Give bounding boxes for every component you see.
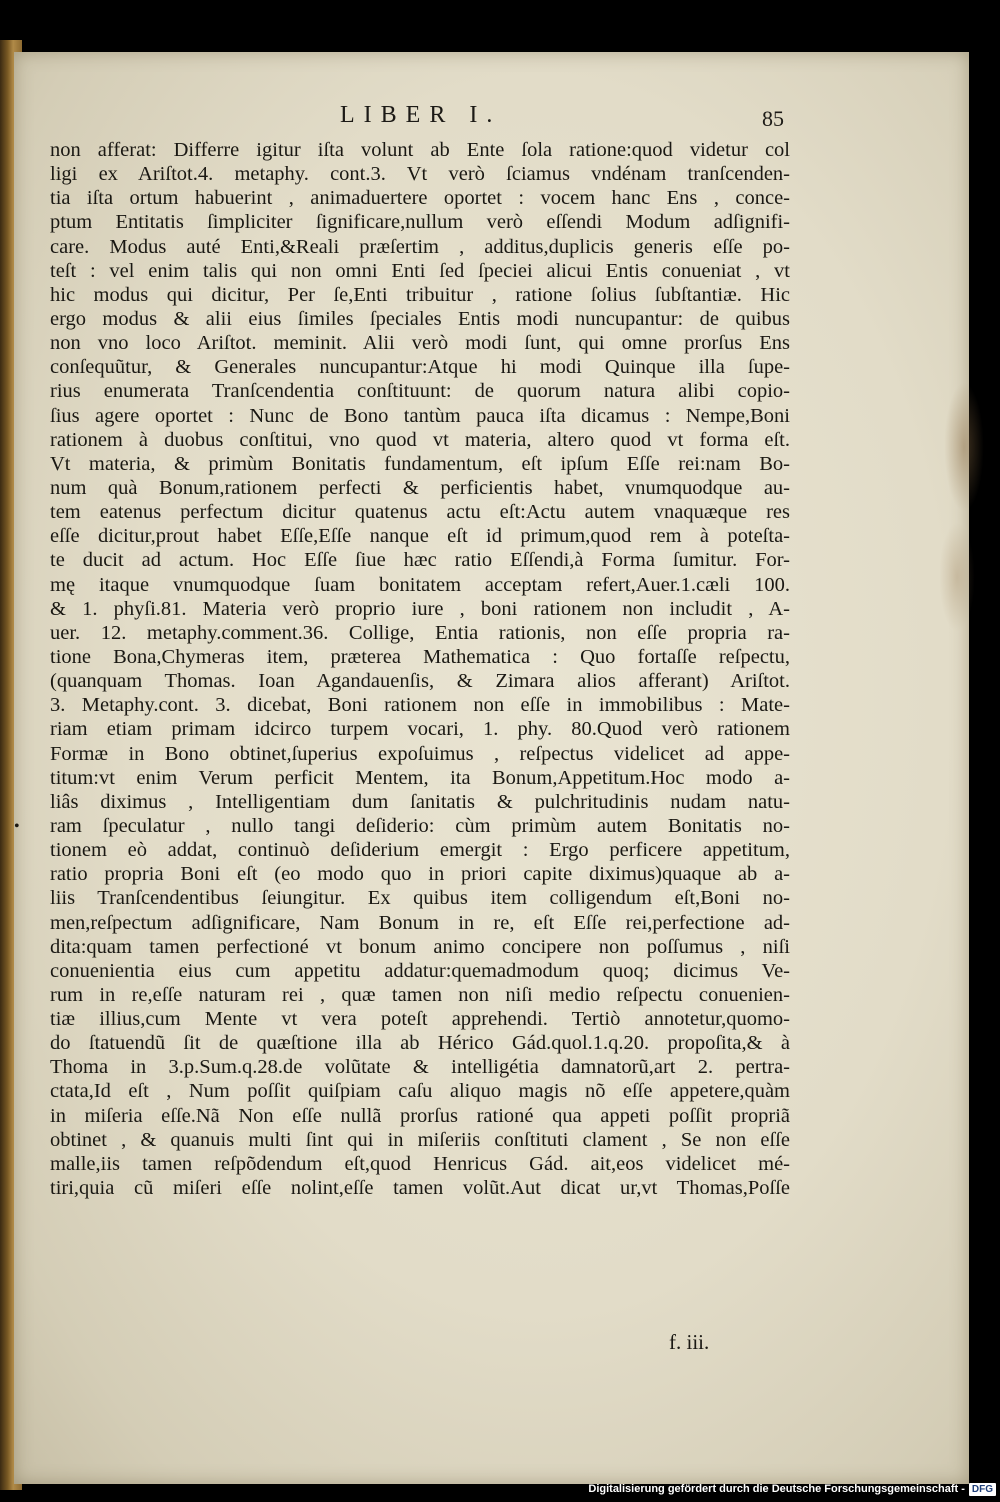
text-line: obtinet , & quanuis multi ſint qui in miſeriis conſtituti clament , Se non eſſe	[50, 1128, 790, 1151]
text-line: mę itaque vnumquodque ſuam bonitatem acceptam refert,Auer.1.cæli 100.	[50, 573, 790, 596]
text-line: num quà Bonum,rationem perfecti & perficientis habet, vnumquodque au-	[50, 476, 790, 499]
paper-stain	[944, 382, 984, 512]
text-line: non vno loco Ariſtot. meminit. Alii verò modi ſunt, qui omne prorſus Ens	[50, 332, 790, 355]
text-line: riam etiam primam idcirco turpem vocari, 1. phy. 80.Quod verò rationem	[50, 718, 790, 741]
text-line: liis Tranſcendentibus ſeiungitur. Ex quibus item colligendum eſt,Boni no-	[50, 887, 790, 910]
text-line: hic modus qui dicitur, Per ſe,Enti tribuitur , ratione ſolius ſubſtantiæ. Hic	[50, 283, 790, 306]
text-line: conſequũtur, & Generales nuncupantur:Atque hi modi Quinque illa ſupe-	[50, 356, 790, 379]
text-line: ratio propria Boni eſt (eo modo quo in priori capite diximus)quaque ab a-	[50, 863, 790, 886]
text-line: Formæ in Bono obtinet,ſuperius expoſuimus , reſpectus videlicet ad appe-	[50, 742, 790, 765]
text-line: ctata,Id eſt , Num poſſit quiſpiam caſu aliquo magis nõ eſſe appetere,quàm	[50, 1080, 790, 1103]
text-line: ptum Entitatis ſimpliciter ſignificare,nullum verò eſſendi Modum adſignifi-	[50, 211, 790, 234]
margin-mark: •	[14, 818, 20, 835]
text-line: tia iſta ortum habuerint , animaduertere oportet : vocem hanc Ens , concе-	[50, 187, 790, 210]
text-line: 3. Metaphy.cont. 3. dicebat, Boni rationem non eſſe in immobilibus : Mate-	[50, 694, 790, 717]
text-line: tione Bona,Chymeras item, præterea Mathematica : Quo fortaſſe reſpectu,	[50, 645, 790, 668]
body-text	[50, 138, 790, 1200]
page-number: 85	[762, 106, 784, 131]
text-line: liâs diximus , Intelligentiam dum ſanitatis & pulchritudinis nudam natu-	[50, 790, 790, 813]
text-line: uer. 12. metaphy.comment.36. Collige, Entia rationis, non eſſe propria ra-	[50, 621, 790, 644]
text-line: rius enumerata Tranſcendentia conſtituunt: de quorum natura alibi copio-	[50, 380, 790, 403]
text-line: ligi ex Ariſtot.4. metaphy. cont.3. Vt verò ſciamus vndénam tranſcenden-	[50, 163, 790, 186]
page-header	[0, 102, 1000, 136]
dfg-logo: DFG	[969, 1483, 996, 1496]
credit-text: Digitalisierung gefördert durch die Deutsche Forschungsgemeinschaft -	[588, 1483, 965, 1495]
text-line: & 1. phyſi.81. Materia verò proprio iure , boni rationem non includit , A-	[50, 597, 790, 620]
text-line: malle,iis tamen reſpõdendum eſt,quod Henricus Gád. ait,eos videlicet mé-	[50, 1152, 790, 1175]
text-line: teſt : vel enim talis qui non omni Enti ſed ſpeciei alicui Entis conueniat , vt	[50, 259, 790, 282]
text-line: non afferat: Differre igitur iſta volunt ab Ente ſola ratione:quod videtur col	[50, 139, 790, 161]
text-line: ergo modus & alii eius ſimiles ſpeciales Entis modi nuncupantur: de quibus	[50, 307, 790, 330]
text-line: Vt materia, & primùm Bonitatis fundamentum, eſt ipſum Eſſe rei:nam Bo-	[50, 452, 790, 475]
text-line: (quanquam Thomas. Ioan Agandauenſis, & Zimara alios afferant) Ariſtot.	[50, 670, 790, 693]
text-line: tiæ illius,cum Mente vt vera poteſt apprehendi. Tertiò annotetur,quomo-	[50, 1008, 790, 1031]
text-line: men,reſpectum adſignificare, Nam Bonum in re, eſt Eſſe rei,perfectione ad-	[50, 911, 790, 934]
text-line: Thoma in 3.p.Sum.q.28.de volũtate & intelligétia damnatorũ,art 2. pertra-	[50, 1056, 790, 1079]
paper-stain	[939, 522, 975, 632]
text-line: ram ſpeculatur , nullo tangi deſiderio: cùm primùm autem Bonitatis no-	[50, 814, 790, 837]
text-line: te ducit ad actum. Hoc Eſſe ſiue hæc ratio Eſſendi,à Forma ſumitur. For-	[50, 549, 790, 572]
text-line: conuenientia eius cum appetitu addatur:quemadmodum quoq; dicimus Ve-	[50, 959, 790, 982]
text-line: rationem à duobus conſtitui, vno quod vt materia, altero quod vt forma eſt.	[50, 428, 790, 451]
signature-mark: f. iii.	[669, 1330, 710, 1354]
text-line: dita:quam tamen perfectioné vt bonum animo concipere non poſſumus , niſi	[50, 935, 790, 958]
text-line: ſius agere oportet : Nunc de Bono tantùm pauca iſta dicamus : Nempe,Boni	[50, 404, 790, 427]
text-line: eſſe dicitur,prout habet Eſſe,Eſſe nanque eſt id primum,quod rem à poteſta-	[50, 525, 790, 548]
digitization-credit	[588, 1480, 996, 1498]
text-line: do ſtatuendũ ſit de quæſtione illa ab Hérico Gád.quol.1.q.20. propoſita,& à	[50, 1032, 790, 1055]
text-line: titum:vt enim Verum perficit Mentem, ita Bonum,Appetitum.Hoc modo a-	[50, 766, 790, 789]
text-line: care. Modus auté Enti,&Reali præſertim , additus,duplicis generis eſſe po-	[50, 235, 790, 258]
text-line: in miſeria eſſe.Nã Non eſſe nullã prorſus rationé qua appeti poſſit propriã	[50, 1104, 790, 1127]
text-line: tiri,quia cũ miſeri eſſe nolint,eſſe tamen volũt.Aut dicat ur,vt Thomas,Poſſe	[50, 1177, 790, 1200]
text-line: tem eatenus perfectum dicitur quatenus actu eſt:Actu autem vnaquæque res	[50, 501, 790, 524]
text-line: tionem eò addat, continuò deſiderium emergit : Ergo perficere appetitum,	[50, 839, 790, 862]
text-line: rum in re,eſſe naturam rei , quæ tamen non niſi medio reſpectu conuenien-	[50, 983, 790, 1006]
running-title: LIBER I.	[340, 102, 502, 128]
